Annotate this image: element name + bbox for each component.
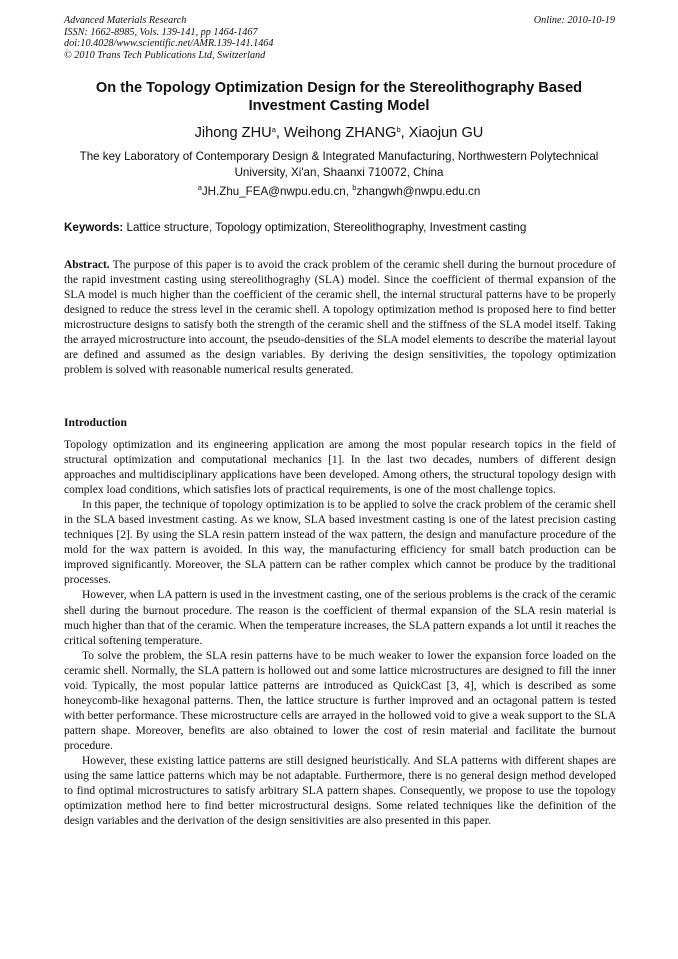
- body-paragraph: Topology optimization and its engineering application are among the most popular research topics in the field of structural optimization and computational mechanics [1]. In the last two decades, numbers of different design approaches and multidisciplinary applications have been developed. Among others, the structural topology design with complex load conditions, which satisfies lots of practical requirements, is one of the most challenge topics.: [64, 439, 616, 497]
- keywords-label: Keywords:: [64, 221, 124, 234]
- author-affil-mark: b: [396, 125, 401, 134]
- abstract: [64, 258, 616, 378]
- keywords: [64, 220, 616, 236]
- journal-name: Advanced Materials Research: [64, 15, 187, 26]
- email-separator: ,: [345, 185, 353, 198]
- author-name: Weihong ZHANG: [283, 125, 397, 141]
- author-name: Xiaojun GU: [408, 125, 484, 141]
- abstract-text: The purpose of this paper is to avoid the crack problem of the ceramic shell during the burnout procedure of the rapid investment casting using stereolithograghy (SLA) model. Since the coefficient of thermal expansion of the SLA model is much higher than the coefficient of the ceramic shell, the internal structural patterns have to be properly designed to reduce the stress level in the ceramic shell. A topology optimization method is proposed here to find better microstructure designs to satisfy both the strength of the ceramic shell and the stiffness of the SLA model itself. Taking the arrayed microstructure into account, the pseudo-densities of the SLA model elements to describe the material layout are defined and assumed as the design variables. By deriving the design sensitivities, the topology optimization problem is solved with reasonable numerical results generated.: [64, 259, 616, 377]
- author-list: [60, 124, 618, 142]
- email-mark: a: [197, 183, 202, 192]
- paper-title: On the Topology Optimization Design for the Stereolithography Based Investment Casting Model: [95, 80, 583, 114]
- body-paragraph: However, these existing lattice patterns are still designed heuristically. And SLA patterns with different shapes are using the same lattice patterns which may be not adaptable. Furthermore, there is no general design method developed to find optimal microstructures to satisfy arbitrary SLA pattern shapes. Consequently, we propose to use the topology optimization method here to find better microstructural designs. Some related techniques like the definition of the design variables and the derivation of the design sensitivities are also presented in this paper.: [64, 754, 616, 828]
- abstract-label: Abstract.: [64, 259, 110, 271]
- issn-line: ISSN: 1662-8985, Vols. 139-141, pp 1464-1467: [64, 26, 258, 38]
- keywords-text: Lattice structure, Topology optimization, Stereolithography, Investment casting: [123, 221, 527, 234]
- introduction-body: [64, 438, 616, 829]
- body-paragraph: However, when LA pattern is used in the investment casting, one of the serious problems is the crack of the ceramic shell during the burnout procedure. The reason is the coefficient of thermal expansion of the SLA resin material is much higher than that of the ceramic. When the temperature increases, the SLA pattern expands a lot until it reaches the critical softening temperature.: [64, 589, 616, 647]
- body-paragraph: In this paper, the technique of topology optimization is to be applied to solve the crack problem of the ceramic shell in the SLA based investment casting. As we know, SLA based investment casting is one of the latest precision casting techniques [2]. By using the SLA resin pattern instead of the wax pattern, the design and manufacture procedure of the mold for the wax pattern is avoided. In this way, the manufacturing efficiency for small batch production can be improved significantly. Moreover, the SLA pattern can be rather complex which cannot be produce by the traditional processes.: [64, 499, 616, 587]
- author-separator: ,: [400, 125, 409, 141]
- affiliation: The key Laboratory of Contemporary Design & Integrated Manufacturing, Northwestern Polytechnical University, Xi'an, Shaanxi 710072, China: [79, 150, 599, 179]
- author-name: Jihong ZHU: [194, 125, 272, 141]
- author-affil-mark: a: [271, 125, 276, 134]
- doi-line: doi:10.4028/www.scientific.net/AMR.139-141.1464: [64, 38, 274, 49]
- journal-header: [64, 15, 273, 61]
- email-address[interactable]: JH.Zhu_FEA@nwpu.edu.cn: [201, 185, 346, 198]
- email-address[interactable]: zhangwh@nwpu.edu.cn: [356, 185, 481, 198]
- copyright-line: © 2010 Trans Tech Publications Ltd, Switzerland: [64, 49, 266, 61]
- author-emails: [60, 184, 618, 200]
- section-heading: Introduction: [64, 416, 127, 429]
- body-paragraph: To solve the problem, the SLA resin patterns have to be much weaker to lower the expansion force loaded on the ceramic shell. Normally, the SLA pattern is hollowed out and some lattice microstructures are designed to fill the inner void. Typically, the most popular lattice patterns are introduced as QuickCast [3, 4], which is described as some honeycomb-like hexagonal patterns. Then, the lattice structure is further improved and an octagonal pattern is tested with better performance. These microstructure cells are arrayed in the hollowed void to give a weak support to the SLA pattern shape. Moreover, benefits are also obtained to lower the cost of resin material and facilitate the burnout procedure.: [64, 649, 616, 752]
- email-mark: b: [352, 183, 357, 192]
- author-separator: ,: [275, 125, 284, 141]
- online-date: Online: 2010-10-19: [533, 15, 615, 26]
